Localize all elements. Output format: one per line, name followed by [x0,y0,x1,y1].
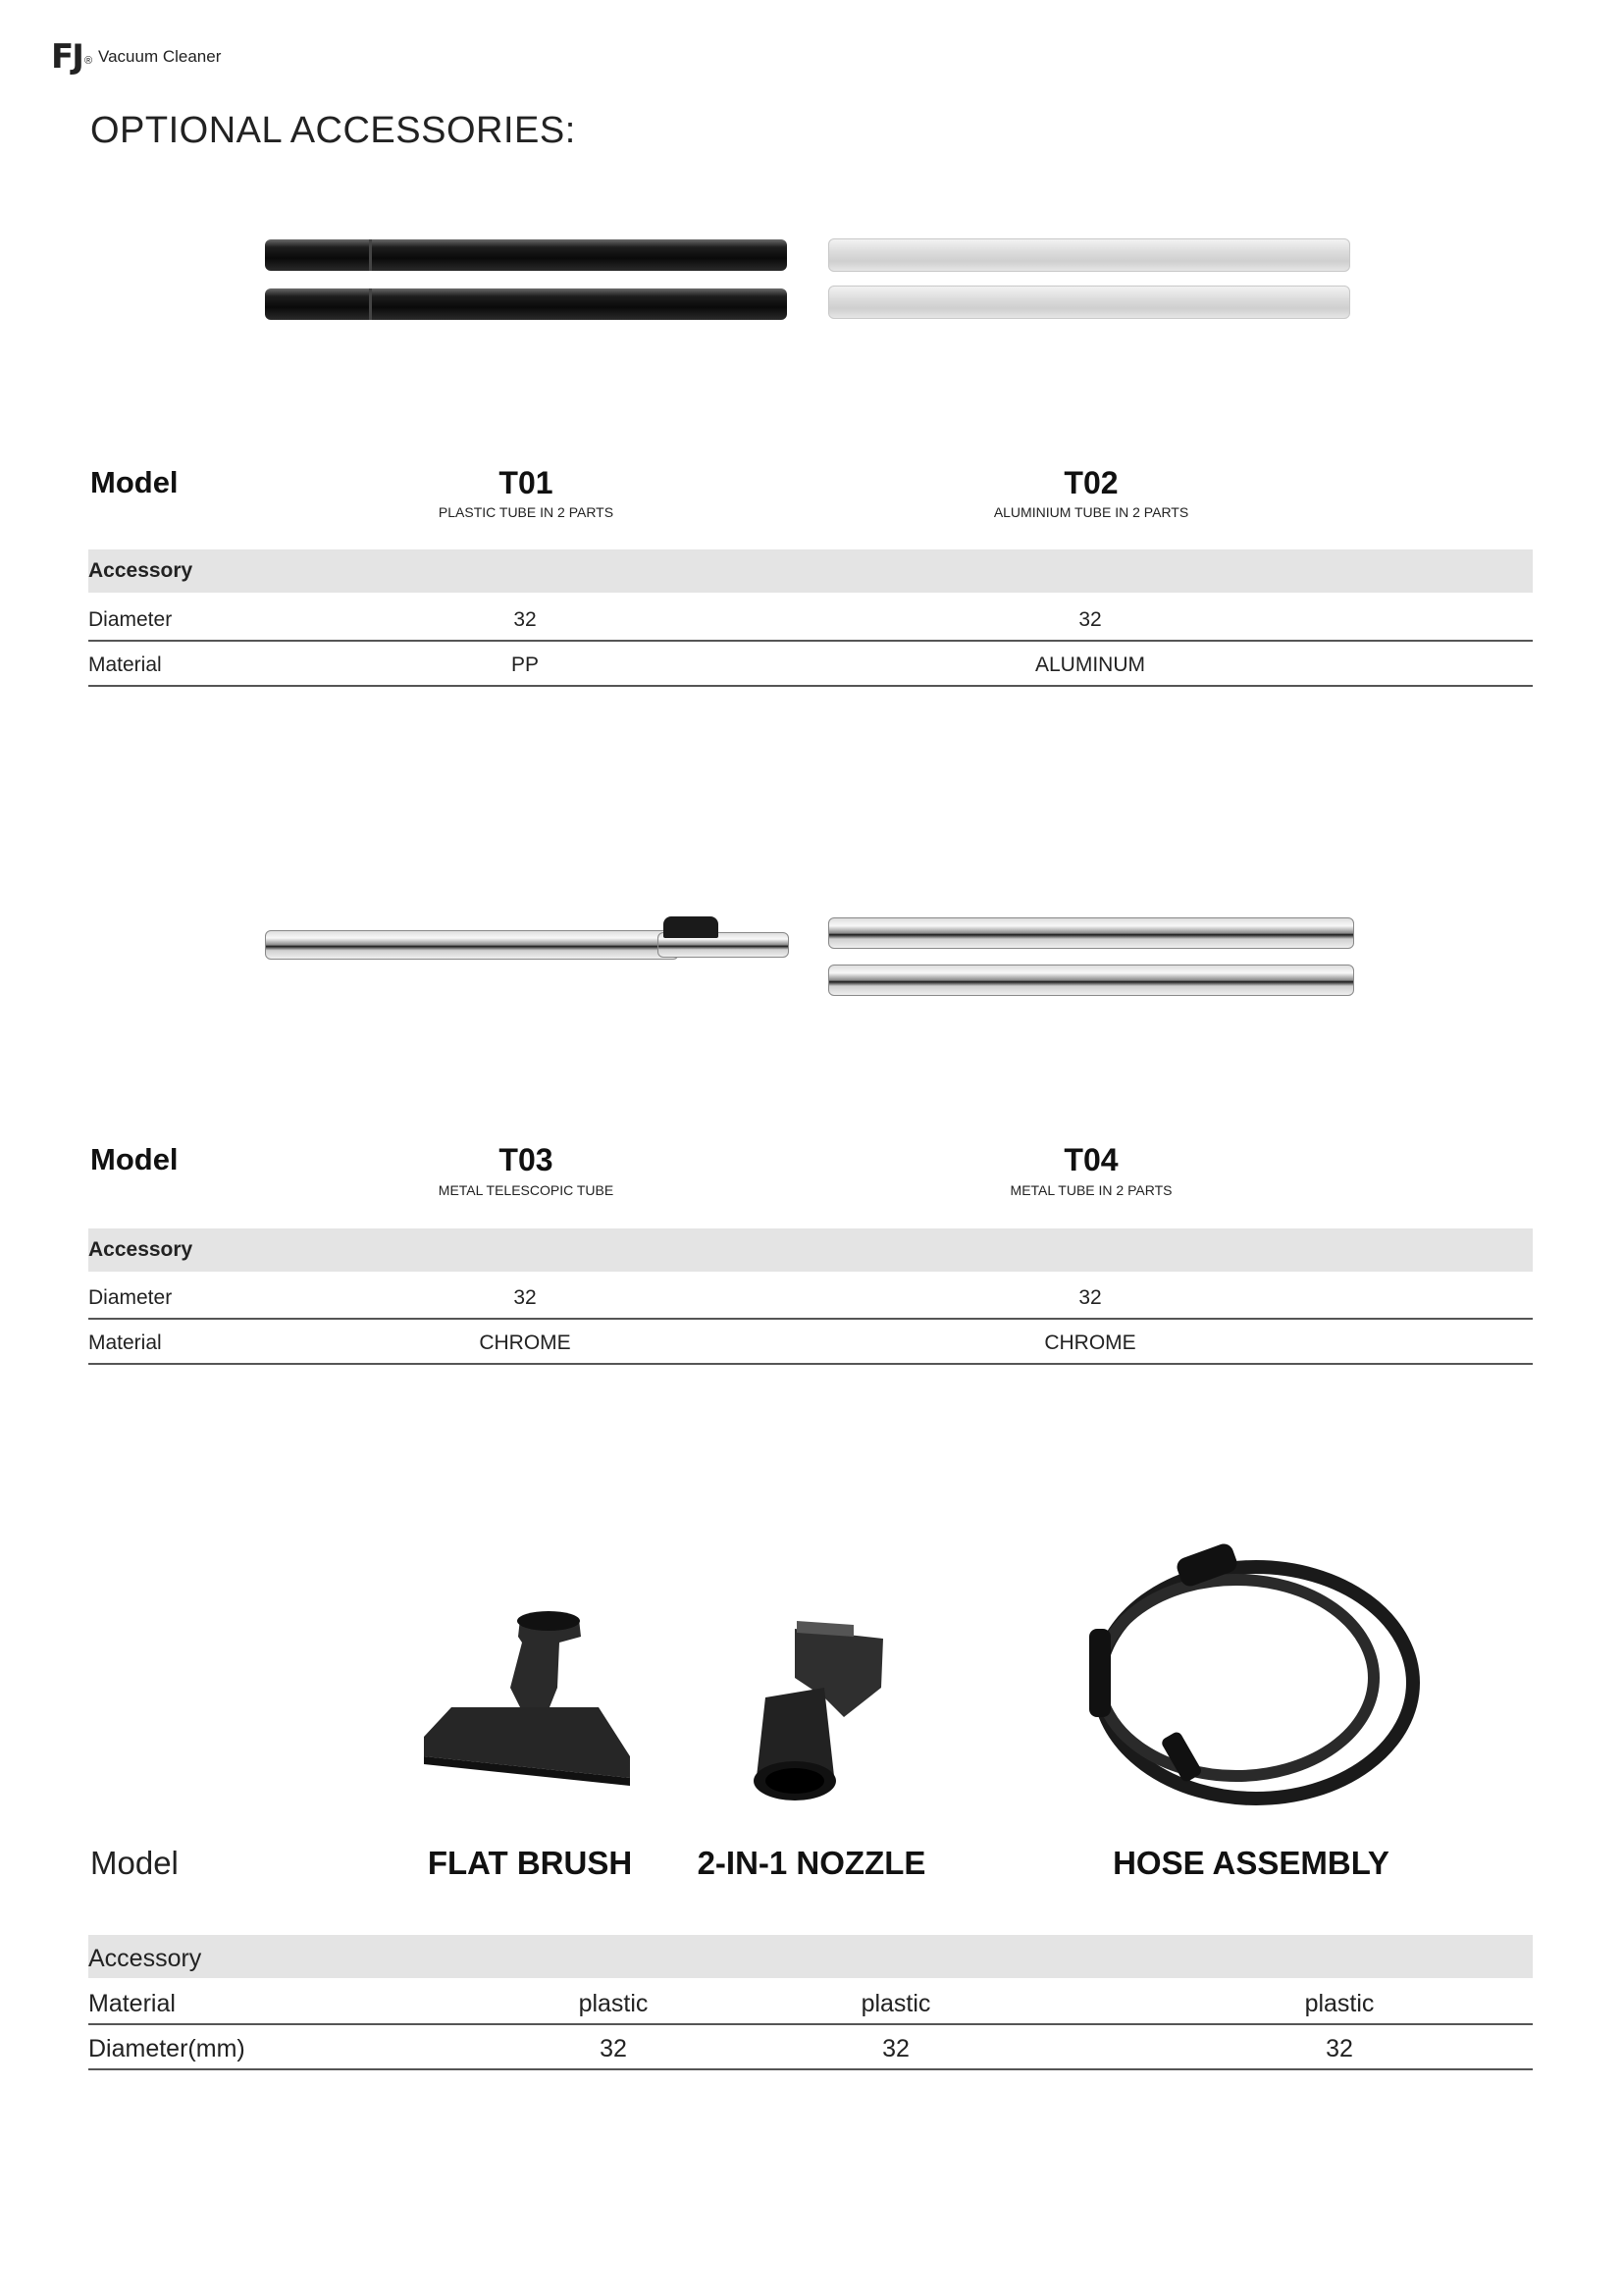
model-code-t02: T02 [1064,465,1119,500]
model-label: Model [90,465,179,499]
model-code-flat-brush: FLAT BRUSH [427,1845,633,1881]
model-subtitle-t04: METAL TUBE IN 2 PARTS [1010,1182,1173,1198]
cell-value: plastic [861,1990,931,2017]
cell-value: 32 [1078,608,1102,631]
accessory-header-bar [88,1935,1533,1978]
cell-value: 32 [882,2035,910,2062]
cell-value: 32 [600,2035,627,2062]
flat-brush-image [412,1609,638,1796]
model-code-t03: T03 [498,1142,553,1177]
row-label-diameter: Diameter [88,608,173,631]
brand-logo: FJ [51,37,82,77]
model-code-t04: T04 [1064,1142,1119,1177]
table-row [88,1980,1533,2025]
model-subtitle-t02: ALUMINIUM TUBE IN 2 PARTS [993,504,1189,520]
cell-value: 32 [1326,2035,1353,2062]
cell-value: CHROME [1044,1331,1136,1354]
page-title: OPTIONAL ACCESSORIES: [90,110,576,151]
table-row [88,642,1533,687]
accessory-header-bar [88,1228,1533,1272]
row-label-material: Material [88,1990,176,2017]
row-label-diameter: Diameter [88,1286,173,1309]
model-label: Model [90,1845,179,1881]
model-code-hose-assembly: HOSE ASSEMBLY [1113,1845,1389,1881]
accessory-header-bar [88,549,1533,593]
cell-value: 32 [513,1286,537,1309]
nozzle-image [726,1609,893,1805]
model-subtitle-t03: METAL TELESCOPIC TUBE [438,1182,614,1198]
row-label-material: Material [88,653,162,676]
row-label-diameter: Diameter(mm) [88,2035,245,2062]
row-label-material: Material [88,1331,162,1354]
table-row [88,597,1533,642]
hose-assembly-image [1060,1511,1433,1815]
accessory-label: Accessory [88,1945,202,1972]
cell-value: ALUMINUM [1034,653,1145,676]
table-row [88,2025,1533,2070]
cell-value: 32 [513,608,537,631]
accessory-label: Accessory [88,559,193,582]
cell-value: 32 [1078,1286,1102,1309]
table-row [88,1275,1533,1320]
model-code-t01: T01 [498,465,553,500]
cell-value: plastic [1304,1990,1375,2017]
model-label: Model [90,1142,179,1176]
accessory-label: Accessory [88,1238,193,1261]
cell-value: PP [510,653,539,676]
cell-value: plastic [578,1990,649,2017]
header-title: Vacuum Cleaner [98,47,222,66]
model-subtitle-t01: PLASTIC TUBE IN 2 PARTS [438,504,614,520]
table-row [88,1320,1533,1365]
model-code-2-in-1-nozzle: 2-IN-1 NOZZLE [697,1845,926,1881]
registered-mark: ® [84,55,93,67]
cell-value: CHROME [479,1331,571,1354]
